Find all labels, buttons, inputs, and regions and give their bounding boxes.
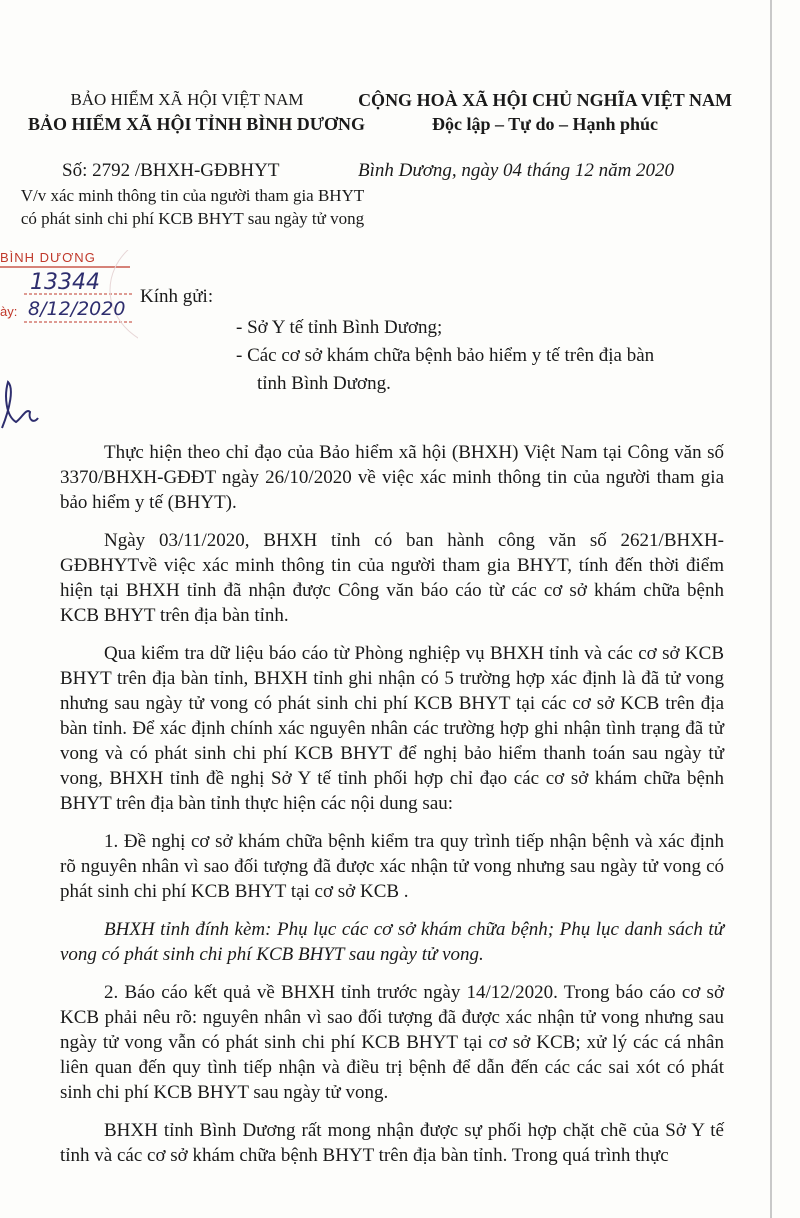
document-date: Bình Dương, ngày 04 tháng 12 năm 2020 <box>358 160 675 181</box>
body-paragraph: Ngày 03/11/2020, BHXH tỉnh có ban hành công văn số 2621/BHXH-GĐBHYTvề việc xác minh thông tin của người tham gia BHYT, tính đến thời điểm hiện tại BHXH tỉnh đã nhận được Công văn báo cáo từ các cơ sở khám chữa bệnh KCB BHYT trên địa bàn tỉnh. <box>60 530 724 626</box>
received-stamp <box>0 250 138 340</box>
national-title: CỘNG HOÀ XÃ HỘI CHỦ NGHĨA VIỆT NAM <box>358 90 732 110</box>
body-paragraph: Qua kiểm tra dữ liệu báo cáo từ Phòng nghiệp vụ BHXH tỉnh và các cơ sở KCB BHYT trên địa bàn tỉnh, BHXH tỉnh ghi nhận có 5 trường hợp xác định là đã tử vong nhưng sau ngày tử vong có phát sinh chi phí KCB BHYT tại các cơ sở KCB trên địa bàn tỉnh. Để xác định chính xác nguyên nhân các trường hợp ghi nhận tình trạng đã tử vong và có phát sinh chi phí KCB BHYT để nghị bảo hiểm thanh toán sau ngày tử vong, BHXH tỉnh đề nghị Sở Y tế tỉnh phối hợp chỉ đạo các cơ sở khám chữa bệnh BHYT trên địa bàn tỉnh thực hiện các nội dung sau: <box>60 643 724 814</box>
document-number: Số: 2792 /BHXH-GĐBHYT <box>62 160 280 181</box>
agency-header <box>28 88 366 136</box>
attachment-note: BHXH tỉnh đính kèm: Phụ lục các cơ sở khám chữa bệnh; Phụ lục danh sách tử vong có phát sinh chi phí KCB BHYT sau ngày tử vong. <box>60 919 724 965</box>
page-edge-divider <box>770 0 772 1218</box>
handwritten-mark-icon <box>0 378 40 438</box>
stamp-day-label: ày: <box>0 304 18 319</box>
document-body <box>60 440 724 1181</box>
national-header <box>352 88 738 136</box>
body-paragraph: 2. Báo cáo kết quả về BHXH tỉnh trước ngày 14/12/2020. Trong báo cáo cơ sở KCB phải nêu rõ: nguyên nhân vì sao đối tượng đã được xác nhận tử vong nhưng sau ngày tử vong vẫn có phát sinh chi phí KCB BHYT tại cơ sở KCB; xử lý các cá nhân liên quan đến quy tình tiếp nhận và điều trị bệnh để dẫn đến các các sai xót có phát sinh chi phí KCB BHYT sau ngày tử vong. <box>60 982 724 1103</box>
body-paragraph: Thực hiện theo chỉ đạo của Bảo hiểm xã hội (BHXH) Việt Nam tại Công văn số 3370/BHXH-GĐĐT ngày 26/10/2020 về việc xác minh thông tin của người tham gia bảo hiểm y tế (BHYT). <box>60 442 724 513</box>
greeting: Kính gửi: <box>140 286 214 307</box>
body-paragraph: BHXH tỉnh Bình Dương rất mong nhận được sự phối hợp chặt chẽ của Sở Y tế tỉnh và các cơ sở khám chữa bệnh BHYT trên địa bàn tỉnh. Trong quá trình thực <box>60 1120 724 1166</box>
agency-name: BẢO HIỂM XÃ HỘI TỈNH BÌNH DƯƠNG <box>28 114 366 134</box>
stamp-label: BÌNH DƯƠNG <box>0 250 96 265</box>
recipient-item: - Sở Y tế tỉnh Bình Dương; <box>236 317 443 338</box>
national-motto: Độc lập – Tự do – Hạnh phúc <box>431 114 659 134</box>
recipient-list <box>236 314 654 398</box>
agency-parent: BẢO HIỂM XÃ HỘI VIỆT NAM <box>70 90 304 109</box>
recipient-item-continued: tỉnh Bình Dương. <box>257 373 391 394</box>
document-subject: V/v xác minh thông tin của người tham gia BHYT có phát sinh chi phí KCB BHYT sau ngày tử vong <box>20 186 365 228</box>
body-paragraph: 1. Đề nghị cơ sở khám chữa bệnh kiểm tra quy trình tiếp nhận bệnh và xác định rõ nguyên nhân vì sao đối tượng đã được xác nhận tử vong nhưng sau ngày tử vong có phát sinh chi phí KCB BHYT tại cơ sở KCB . <box>60 831 724 902</box>
recipient-item: - Các cơ sở khám chữa bệnh bảo hiểm y tế trên địa bàn <box>236 345 655 366</box>
stamp-date: 8/12/2020 <box>28 298 126 320</box>
stamp-number: 13344 <box>30 270 100 295</box>
